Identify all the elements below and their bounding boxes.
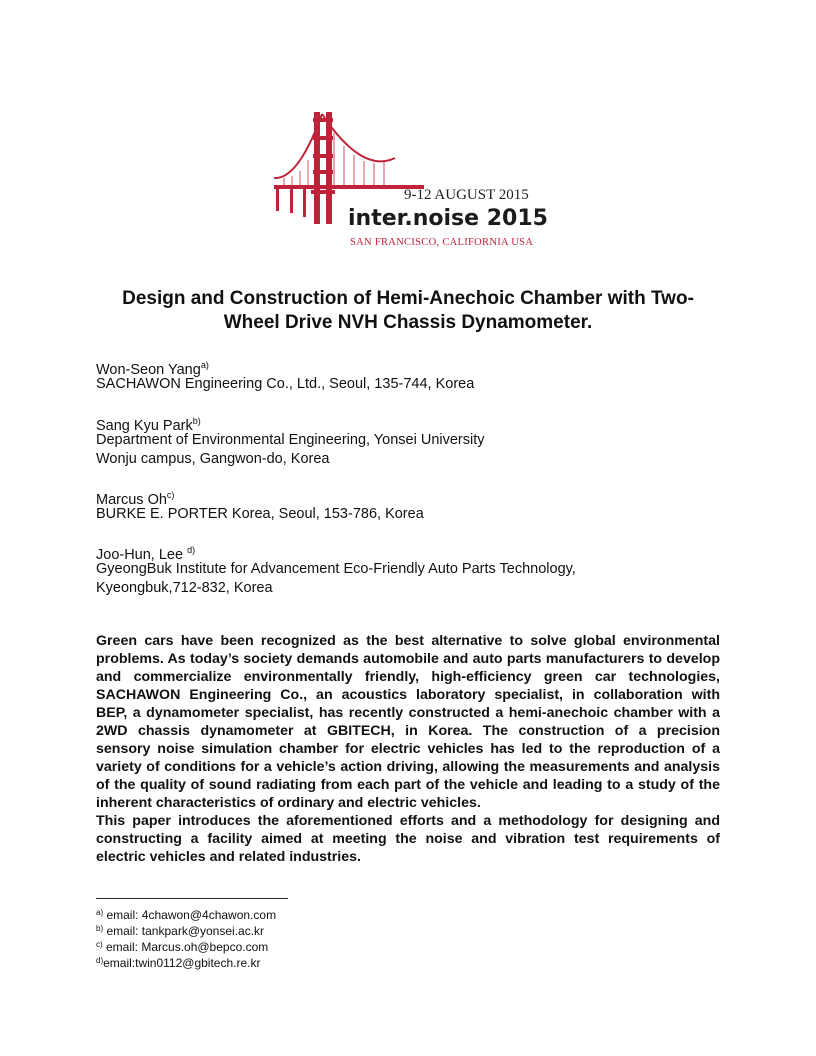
abstract-line: 2WD chassis dynamometer at GBITECH, in Korea. The construction of a precision bbox=[96, 723, 720, 739]
footnote-marker: b) bbox=[192, 416, 201, 426]
author-name: Marcus Oh$^{c)}$ bbox=[96, 490, 175, 508]
footnote-marker: a) bbox=[200, 360, 209, 370]
abstract-line: sensory noise simulation chamber for electric vehicles has led to the reproduction of a bbox=[96, 741, 720, 757]
paper-title-line-2: Wheel Drive NVH Chassis Dynamometer. bbox=[223, 312, 593, 333]
footnote-marker: c) bbox=[166, 490, 175, 500]
abstract-line: variety of conditions for a vehicle’s action driving, allowing the measurements and analysis bbox=[96, 759, 720, 775]
footnote-marker: c) bbox=[96, 940, 103, 949]
author-affiliation: Kyeongbuk,712-832, Korea bbox=[96, 580, 273, 596]
conference-logo bbox=[270, 108, 560, 253]
abstract-line: This paper introduces the aforementioned efforts and a methodology for designing and bbox=[96, 813, 720, 829]
abstract-line: of the quality of sound radiating from each part of the vehicle and leading to a study of the bbox=[96, 777, 720, 793]
footnote-marker: d) bbox=[187, 545, 196, 555]
abstract-line: SACHAWON Engineering Co., an acoustics laboratory specialist, in collaboration with bbox=[96, 687, 720, 703]
footnote-email: email: Marcus.oh@bepco.com bbox=[102, 940, 269, 954]
footnote-marker: b) bbox=[96, 924, 104, 933]
author-name: Sang Kyu Park$^{b)}$ bbox=[96, 416, 201, 434]
logo-conference-name: inter.noise 2015 bbox=[348, 206, 548, 231]
paper-title-line-1: Design and Construction of Hemi-Anechoic Chamber with Two- bbox=[122, 288, 694, 309]
footnote-email: email:twin0112@gbitech.re.kr bbox=[103, 956, 261, 970]
footnote-divider bbox=[96, 898, 288, 899]
author-name: Won-Seon Yang$^{a)}$ bbox=[96, 360, 209, 378]
abstract-line: inherent characteristics of ordinary and electric vehicles. bbox=[96, 795, 481, 811]
golden-gate-bridge-icon bbox=[270, 108, 560, 253]
author-affiliation: Wonju campus, Gangwon-do, Korea bbox=[96, 451, 330, 467]
author-name: Joo-Hun, Lee $^{d)}$ bbox=[96, 545, 196, 563]
abstract-line: Green cars have been recognized as the best alternative to solve global environmental bbox=[96, 633, 720, 649]
footnote-email: email: tankpark@yonsei.ac.kr bbox=[103, 924, 265, 938]
author-affiliation: Department of Environmental Engineering, Yonsei University bbox=[96, 432, 485, 448]
footnote-item bbox=[96, 922, 264, 938]
logo-location: SAN FRANCISCO, CALIFORNIA USA bbox=[350, 237, 534, 248]
abstract-line: constructing a facility aimed at meeting the noise and vibration test requirements of bbox=[96, 831, 720, 847]
abstract-line: problems. As today’s society demands automobile and auto parts manufacturers to develop bbox=[96, 651, 720, 667]
abstract-line: and commercialize environmentally friendly, high-efficiency green car technologies, bbox=[96, 669, 720, 685]
author-affiliation: BURKE E. PORTER Korea, Seoul, 153-786, Korea bbox=[96, 506, 424, 522]
footnote-marker: d) bbox=[96, 956, 104, 965]
author-affiliation: GyeongBuk Institute for Advancement Eco-Friendly Auto Parts Technology, bbox=[96, 561, 576, 577]
logo-date: 9-12 AUGUST 2015 bbox=[404, 187, 529, 203]
footnote-item bbox=[96, 906, 276, 922]
author-affiliation: SACHAWON Engineering Co., Ltd., Seoul, 135-744, Korea bbox=[96, 376, 475, 392]
abstract-line: BEP, a dynamometer specialist, has recently constructed a hemi-anechoic chamber with a bbox=[96, 705, 720, 721]
footnote-email: email: 4chawon@4chawon.com bbox=[103, 908, 277, 922]
footnote-item bbox=[96, 954, 261, 970]
abstract-line: electric vehicles and related industries. bbox=[96, 849, 361, 865]
footnote-item bbox=[96, 938, 268, 954]
footnote-marker: a) bbox=[96, 908, 104, 917]
